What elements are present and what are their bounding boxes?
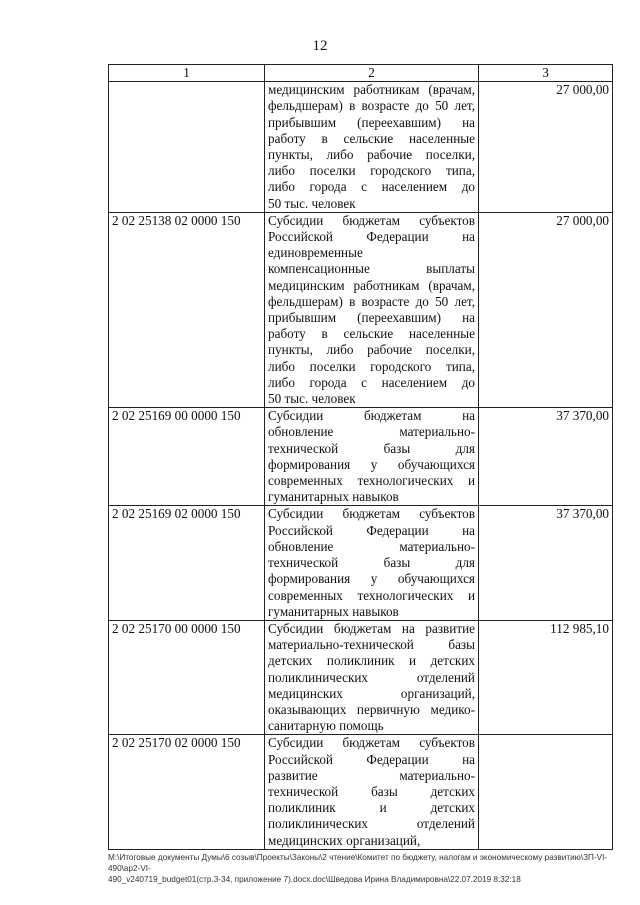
amount-cell: 112 985,10: [479, 620, 613, 734]
description-line: либо города с населением до: [268, 179, 475, 195]
description-line: гуманитарных навыков: [268, 603, 399, 619]
description-line: Российской Федерации на: [268, 751, 475, 767]
page-number: 12: [312, 38, 328, 54]
column-header-1: 1: [109, 65, 265, 82]
description-line: фельдшерам) в возрасте до 50 лет,: [268, 98, 475, 114]
description-line: пункты, либо рабочие поселки,: [268, 342, 475, 358]
description-cell: [265, 735, 479, 849]
description-line: 50 тыс. человек: [268, 391, 356, 407]
description-cell: [265, 212, 479, 407]
table-row: [109, 82, 613, 213]
footer-line-2: 490_v240719_budget01(стр.3-34, приложение 7).docx.doc\Шведова Ирина Владимировна\22.07.2019 8:32:18: [108, 875, 521, 884]
description-line: обновление материально-: [268, 424, 475, 440]
budget-code-cell: 2 02 25170 02 0000 150: [109, 735, 265, 849]
description-line: формирования у обучающихся: [268, 571, 475, 587]
table-header-row: [109, 65, 613, 82]
amount-cell: 27 000,00: [479, 82, 613, 213]
description-line: материально-технической базы: [268, 637, 475, 653]
description-line: компенсационные выплаты: [268, 261, 475, 277]
description-line: прибывшим (переехавшим) на: [268, 114, 475, 130]
description-line: медицинским работникам (врачам,: [268, 82, 475, 98]
table-row: [109, 212, 613, 407]
budget-code-cell: 2 02 25169 00 0000 150: [109, 408, 265, 506]
table-row: [109, 506, 613, 620]
description-line: Субсидии бюджетам на: [268, 408, 475, 424]
description-line: единовременные: [268, 245, 363, 261]
description-line: гуманитарных навыков: [268, 489, 399, 505]
description-line: санитарную помощь: [268, 718, 384, 734]
description-line: фельдшерам) в возрасте до 50 лет,: [268, 293, 475, 309]
table-row: [109, 620, 613, 734]
description-line: 50 тыс. человек: [268, 195, 356, 211]
description-line: Субсидии бюджетам на развитие: [268, 620, 475, 636]
description-line: технической базы для: [268, 555, 475, 571]
description-line: пункты, либо рабочие поселки,: [268, 147, 475, 163]
amount-cell: [479, 735, 613, 849]
description-line: технической базы детских: [268, 783, 475, 799]
description-line: формирования у обучающихся: [268, 456, 475, 472]
table-row: [109, 735, 613, 849]
description-line: Российской Федерации на: [268, 229, 475, 245]
description-line: либо поселки городского типа,: [268, 163, 475, 179]
description-line: поликлинических отделений: [268, 816, 475, 832]
description-line: Субсидии бюджетам субъектов: [268, 735, 475, 751]
amount-cell: 37 370,00: [479, 506, 613, 620]
description-line: медицинских организаций,: [268, 685, 475, 701]
description-line: медицинским работникам (врачам,: [268, 277, 475, 293]
description-line: современных технологических и: [268, 587, 475, 603]
description-line: Субсидии бюджетам субъектов: [268, 212, 475, 228]
description-line: поликлиник и детских: [268, 800, 475, 816]
description-line: прибывшим (переехавшим) на: [268, 310, 475, 326]
budget-code-cell: [109, 82, 265, 213]
description-line: современных технологических и: [268, 473, 475, 489]
description-line: развитие материально-: [268, 767, 475, 783]
amount-cell: 37 370,00: [479, 408, 613, 506]
column-header-2: 2: [265, 65, 479, 82]
description-cell: [265, 620, 479, 734]
budget-code-cell: 2 02 25169 02 0000 150: [109, 506, 265, 620]
budget-code-cell: 2 02 25138 02 0000 150: [109, 212, 265, 407]
description-line: Российской Федерации на: [268, 522, 475, 538]
description-line: детских поликлиник и детских: [268, 653, 475, 669]
description-line: оказывающих первичную медико-: [268, 701, 475, 717]
description-line: медицинских организаций,: [268, 832, 421, 848]
budget-table: [108, 64, 613, 850]
description-line: либо города с населением до: [268, 374, 475, 390]
description-cell: [265, 506, 479, 620]
document-path-footer: [108, 852, 616, 885]
description-line: обновление материально-: [268, 538, 475, 554]
description-line: Субсидии бюджетам субъектов: [268, 506, 475, 522]
budget-code-cell: 2 02 25170 00 0000 150: [109, 620, 265, 734]
description-line: технической базы для: [268, 440, 475, 456]
column-header-3: 3: [479, 65, 613, 82]
description-cell: [265, 408, 479, 506]
description-line: поликлинических отделений: [268, 669, 475, 685]
footer-line-1: M:\Итоговые документы Думы\6 созыв\Проекты\Законы\2 чтение\Комитет по бюджету, налогам и экономическому развитию\ЗП-VI-490\ap2-VI-: [108, 853, 608, 873]
description-line: работу в сельские населенные: [268, 326, 475, 342]
table-row: [109, 408, 613, 506]
description-line: либо поселки городского типа,: [268, 358, 475, 374]
description-line: работу в сельские населенные: [268, 130, 475, 146]
amount-cell: 27 000,00: [479, 212, 613, 407]
description-cell: [265, 82, 479, 213]
